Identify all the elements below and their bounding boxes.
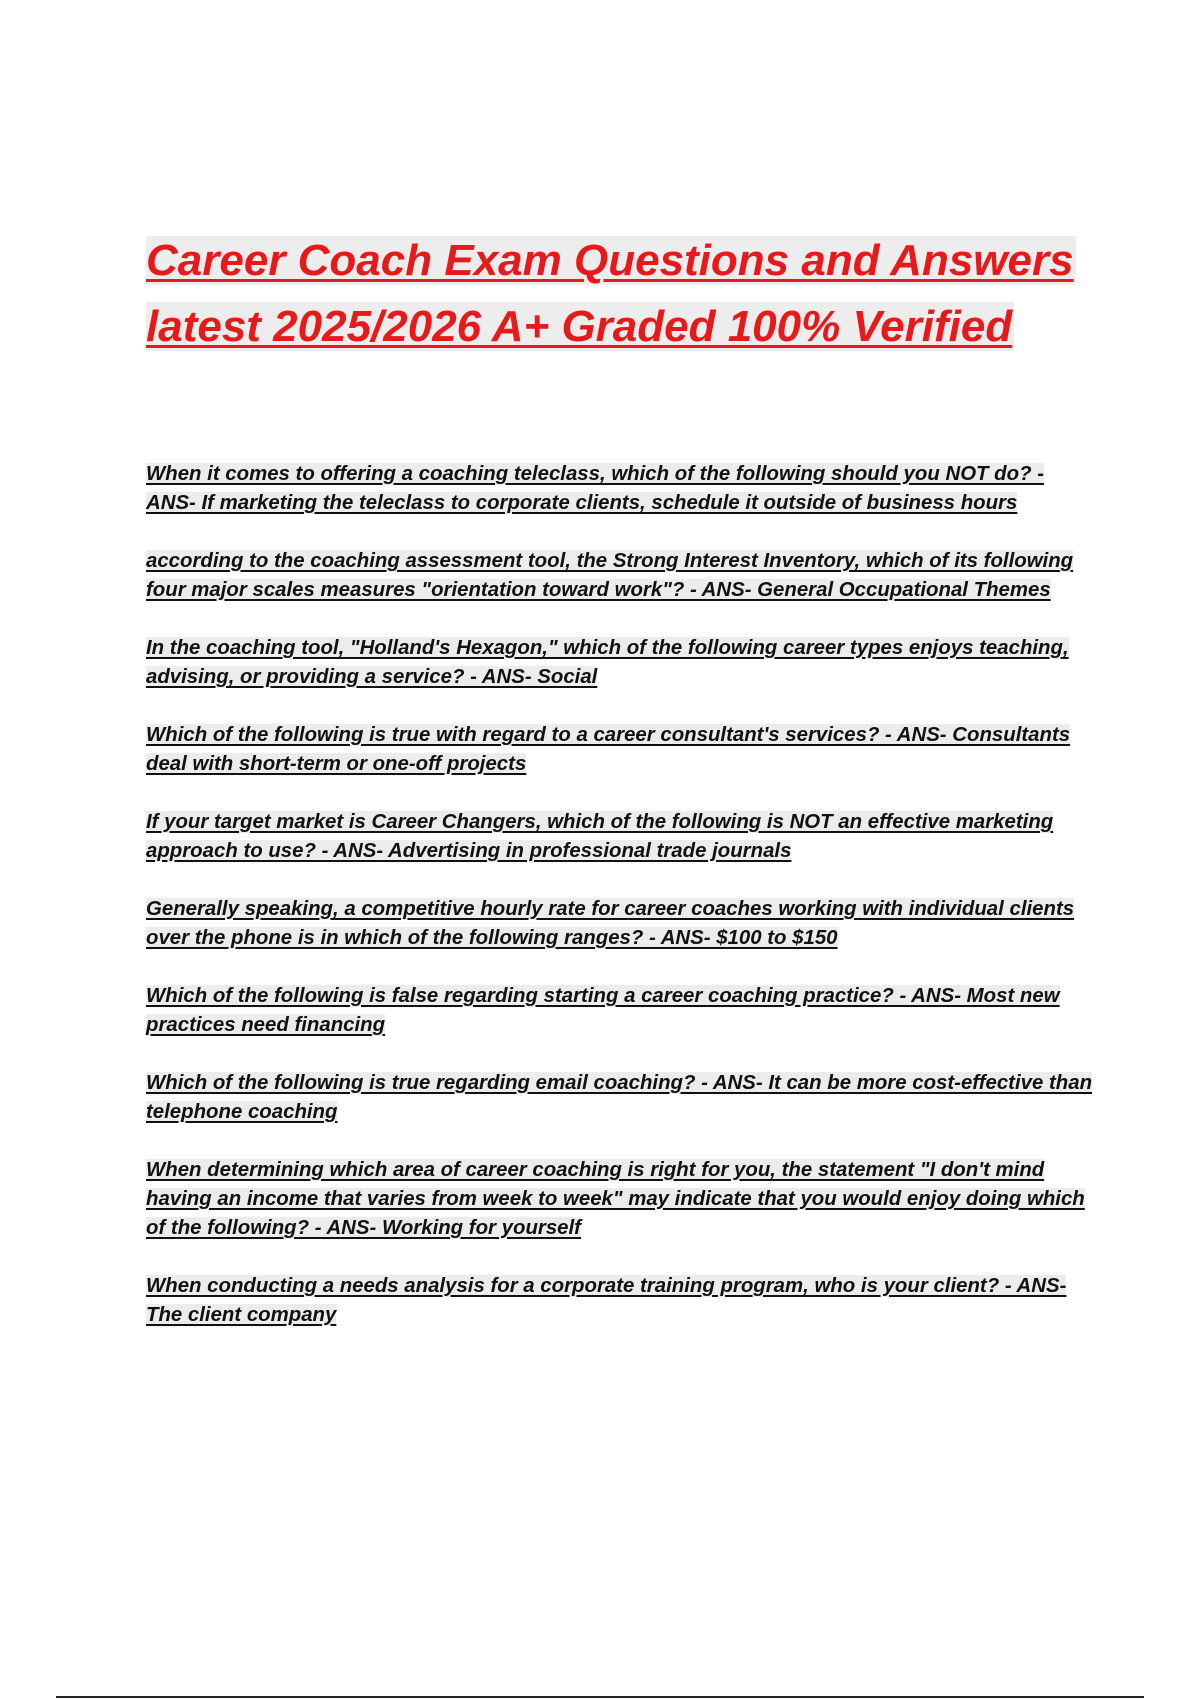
qa-item-text: Which of the following is true regarding email coaching? - ANS- It can be more cost-effective than telephone coaching xyxy=(146,1072,1093,1123)
qa-item xyxy=(146,1272,1096,1330)
qa-item-text: When it comes to offering a coaching teleclass, which of the following should you NOT do? - ANS- If marketing the teleclass to corporate clients, schedule it outside of business hours xyxy=(146,463,1044,514)
document-title-text: Career Coach Exam Questions and Answers latest 2025/2026 A+ Graded 100% Verified xyxy=(146,236,1074,351)
qa-list xyxy=(146,460,1096,1359)
qa-item xyxy=(146,982,1096,1040)
qa-item-text: Which of the following is false regarding starting a career coaching practice? - ANS- Most new practices need financing xyxy=(146,985,1060,1036)
document-title xyxy=(146,228,1106,360)
page-bottom-rule xyxy=(56,1696,1144,1698)
qa-item xyxy=(146,1069,1096,1127)
qa-item-text: When conducting a needs analysis for a corporate training program, who is your client? - ANS- The client company xyxy=(146,1275,1067,1326)
qa-item-text: according to the coaching assessment tool, the Strong Interest Inventory, which of its following four major scales measures "orientation toward work"? - ANS- General Occupational Themes xyxy=(146,550,1074,601)
qa-item xyxy=(146,460,1096,518)
qa-item xyxy=(146,808,1096,866)
qa-item xyxy=(146,895,1096,953)
qa-item-text: Generally speaking, a competitive hourly rate for career coaches working with individual clients over the phone is in which of the following ranges? - ANS- $100 to $150 xyxy=(146,898,1075,949)
qa-item-text: If your target market is Career Changers, which of the following is NOT an effective marketing approach to use? - ANS- Advertising in professional trade journals xyxy=(146,811,1054,862)
qa-item xyxy=(146,721,1096,779)
qa-item-text: When determining which area of career coaching is right for you, the statement "I don't mind having an income that varies from week to week" may indicate that you would enjoy doing which of the following? - ANS- Working for yourself xyxy=(146,1159,1085,1239)
qa-item xyxy=(146,1156,1096,1243)
qa-item xyxy=(146,547,1096,605)
qa-item xyxy=(146,634,1096,692)
qa-item-text: In the coaching tool, "Holland's Hexagon," which of the following career types enjoys teaching, advising, or providing a service? - ANS- Social xyxy=(146,637,1069,688)
qa-item-text: Which of the following is true with regard to a career consultant's services? - ANS- Consultants deal with short-term or one-off projects xyxy=(146,724,1071,775)
